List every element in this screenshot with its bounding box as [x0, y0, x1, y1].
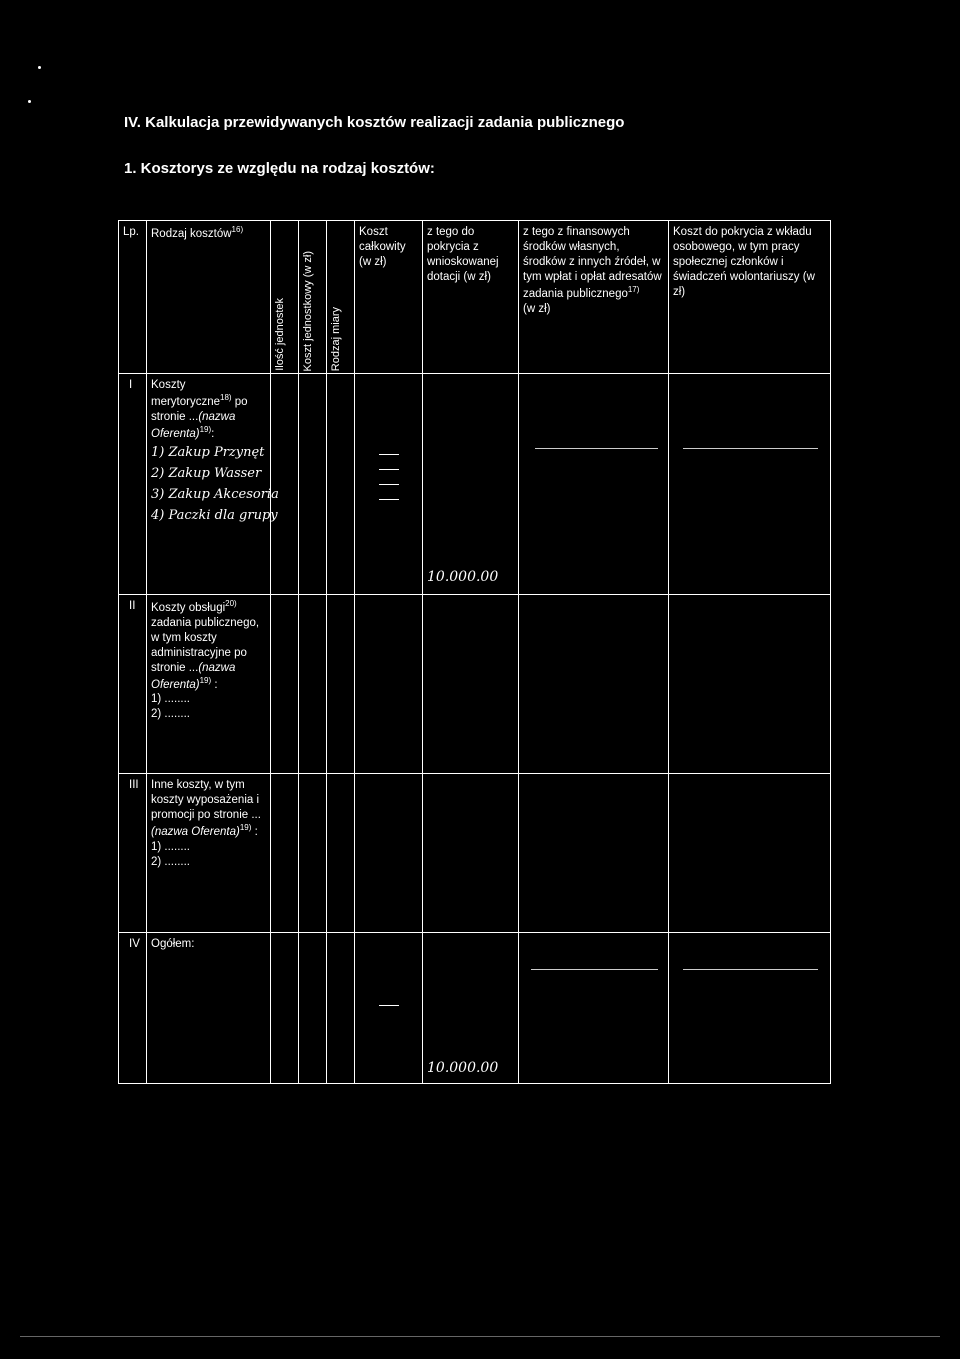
header-unit-cost: Koszt jednostkowy (w zł) — [299, 221, 327, 374]
cell-unit-cost — [299, 933, 327, 1084]
grant-amount: 10.000.00 — [427, 568, 499, 585]
cell-grant-share — [423, 374, 519, 595]
cell-total-cost — [355, 595, 423, 774]
handwritten-item: 2) Zakup Wasser — [151, 466, 262, 482]
dash-mark — [379, 454, 399, 455]
cell-unit-count — [271, 933, 299, 1084]
handwritten-item: 3) Zakup Akcesoria — [151, 487, 279, 503]
handwritten-item: 1) Zakup Przynęt — [151, 445, 265, 461]
cell-unit-cost — [299, 595, 327, 774]
header-lp: Lp. — [119, 221, 147, 374]
header-cost-type: Rodzaj kosztów$^{16)}$ — [147, 221, 271, 374]
grant-amount-total: 10.000.00 — [427, 1059, 499, 1076]
section-subtitle: 1. Kosztorys ze względu na rodzaj kosztów: — [124, 160, 435, 177]
cell-unit-count — [271, 595, 299, 774]
cell-grant-share — [423, 774, 519, 933]
cell-measure-type — [327, 374, 355, 595]
cell-unit-count — [271, 374, 299, 595]
row-category: Koszty obsługi$^{20)}$ zadania publicznego, w tym koszty administracyjne po stronie ...(nazwa Oferenta)$^{19)}$ : 1) ........ 2) ........ — [147, 595, 271, 774]
cell-measure-type — [327, 933, 355, 1084]
list-item: 2) ........ — [151, 855, 190, 868]
row-category: Koszty merytoryczne$^{18)}$ po stronie ...(nazwa Oferenta)$^{19)}$: 1) Zakup Przynęt 2) Zakup Wasser 3) Zakup Akcesoria 4) Paczki dla grupy — [147, 374, 271, 595]
list-item: 1) ........ — [151, 693, 190, 706]
cell-own-funds — [519, 933, 669, 1084]
dash-mark — [379, 1005, 399, 1006]
cell-personal-contribution — [669, 374, 831, 595]
header-unit-count: Ilość jednostek — [271, 221, 299, 374]
cell-personal-contribution — [669, 933, 831, 1084]
handwritten-item: 4) Paczki dla grupy — [151, 508, 278, 524]
cell-own-funds — [519, 374, 669, 595]
cell-personal-contribution — [669, 774, 831, 933]
row-number: IV — [119, 933, 147, 1084]
row-number: I — [119, 374, 147, 595]
cell-grant-share — [423, 933, 519, 1084]
table-row — [119, 595, 831, 774]
cell-own-funds — [519, 774, 669, 933]
cell-own-funds — [519, 595, 669, 774]
list-item: 2) ........ — [151, 708, 190, 721]
dash-mark — [379, 469, 399, 470]
dash-mark — [379, 499, 399, 500]
header-total-cost: Koszt całkowity (w zł) — [355, 221, 423, 374]
dash-line — [683, 969, 818, 970]
header-own-funds: z tego z finansowych środków własnych, środków z innych źródeł, w tym wpłat i opłat adresatów zadania publicznego$^{17)}$ (w zł) — [519, 221, 669, 374]
cost-estimate-table — [118, 220, 831, 1084]
cell-total-cost — [355, 374, 423, 595]
cell-measure-type — [327, 774, 355, 933]
cell-personal-contribution — [669, 595, 831, 774]
table-row — [119, 374, 831, 595]
cell-grant-share — [423, 595, 519, 774]
row-number: III — [119, 774, 147, 933]
header-personal-contribution: Koszt do pokrycia z wkładu osobowego, w tym pracy społecznej członków i świadczeń wolontariuszy (w zł) — [669, 221, 831, 374]
scan-footer-line — [20, 1336, 940, 1337]
cell-measure-type — [327, 595, 355, 774]
cell-unit-cost — [299, 774, 327, 933]
table-header-row — [119, 221, 831, 374]
table-row — [119, 774, 831, 933]
row-number: II — [119, 595, 147, 774]
list-item: 1) ........ — [151, 840, 190, 853]
table-row-total — [119, 933, 831, 1084]
header-grant-share: z tego do pokrycia z wnioskowanej dotacji (w zł) — [423, 221, 519, 374]
row-category: Ogółem: — [147, 933, 271, 1084]
page-title: IV. Kalkulacja przewidywanych kosztów realizacji zadania publicznego — [124, 114, 625, 131]
scan-speck — [38, 66, 41, 69]
row-category: Inne koszty, w tym koszty wyposażenia i promocji po stronie ...(nazwa Oferenta)$^{19)}$ : 1) ........ 2) ........ — [147, 774, 271, 933]
cell-total-cost — [355, 774, 423, 933]
header-measure-type: Rodzaj miary — [327, 221, 355, 374]
dash-mark — [379, 484, 399, 485]
cell-unit-cost — [299, 374, 327, 595]
dash-line — [531, 969, 658, 970]
scan-speck — [28, 100, 31, 103]
dash-line — [535, 448, 658, 449]
dash-line — [683, 448, 818, 449]
cell-unit-count — [271, 774, 299, 933]
cell-total-cost — [355, 933, 423, 1084]
